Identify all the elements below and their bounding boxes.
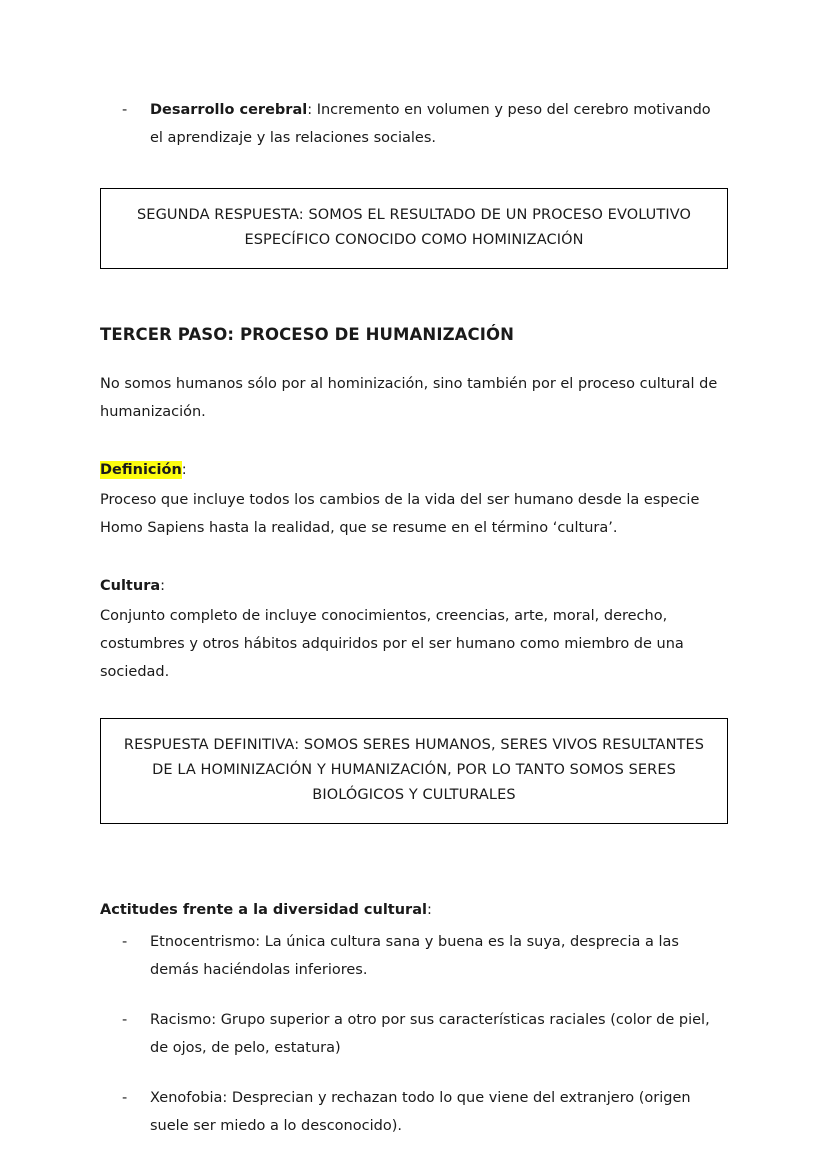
bullet-text: Racismo: Grupo superior a otro por sus características raciales (color de piel, de ojos, de pelo, estatura) xyxy=(150,1012,710,1056)
bullet-text: Etnocentrismo: La única cultura sana y buena es la suya, desprecia a las demás haciéndolas inferiores. xyxy=(150,934,679,978)
culture-colon: : xyxy=(160,578,166,594)
document-content xyxy=(100,96,728,1140)
bullet-dash: - xyxy=(122,1090,128,1106)
attitudes-label: Actitudes frente a la diversidad cultural xyxy=(100,902,427,918)
bullet-text xyxy=(150,96,728,152)
definition-text: Proceso que incluye todos los cambios de la vida del ser humano desde la especie Homo Sapiens hasta la realidad, que se resume en el término ‘cultura’. xyxy=(100,492,700,536)
answer-box-second-response: SEGUNDA RESPUESTA: SOMOS EL RESULTADO DE UN PROCESO EVOLUTIVO ESPECÍFICO CONOCIDO COMO HOMINIZACIÓN xyxy=(100,188,728,269)
culture-text: Conjunto completo de incluye conocimientos, creencias, arte, moral, derecho, costumbres y otros hábitos adquiridos por el ser humano como miembro de una sociedad. xyxy=(100,608,684,680)
attitudes-label-line xyxy=(100,896,728,924)
list-item xyxy=(100,928,728,984)
bullet-dash: - xyxy=(122,934,128,950)
bullet-dash: - xyxy=(122,1012,128,1028)
attitudes-list xyxy=(100,928,728,1140)
bullet-rest: : Incremento en volumen y peso del cerebro motivando el aprendizaje y las relaciones sociales. xyxy=(150,102,711,146)
list-item xyxy=(100,1084,728,1140)
list-item xyxy=(100,96,728,152)
answer-box-final-response: RESPUESTA DEFINITIVA: SOMOS SERES HUMANOS, SERES VIVOS RESULTANTES DE LA HOMINIZACIÓN Y HUMANIZACIÓN, POR LO TANTO SOMOS SERES BIOLÓGICOS Y CULTURALES xyxy=(100,718,728,824)
culture-label-line xyxy=(100,572,728,600)
culture-label: Cultura xyxy=(100,578,161,594)
intro-paragraph: No somos humanos sólo por al hominización, sino también por el proceso cultural de humanización. xyxy=(100,376,718,420)
definition-colon: : xyxy=(181,462,187,478)
definition-label-highlight: Definición xyxy=(100,462,182,478)
bullet-term: Desarrollo cerebral xyxy=(150,102,308,118)
definition-label-line xyxy=(100,456,728,484)
list-item xyxy=(100,1006,728,1062)
section-heading-tercer-paso: TERCER PASO: PROCESO DE HUMANIZACIÓN xyxy=(100,325,514,344)
bullet-dash: - xyxy=(122,102,128,118)
bullet-text: Xenofobia: Desprecian y rechazan todo lo que viene del extranjero (origen suele ser miedo a lo desconocido). xyxy=(150,1090,691,1134)
attitudes-colon: : xyxy=(426,902,432,918)
